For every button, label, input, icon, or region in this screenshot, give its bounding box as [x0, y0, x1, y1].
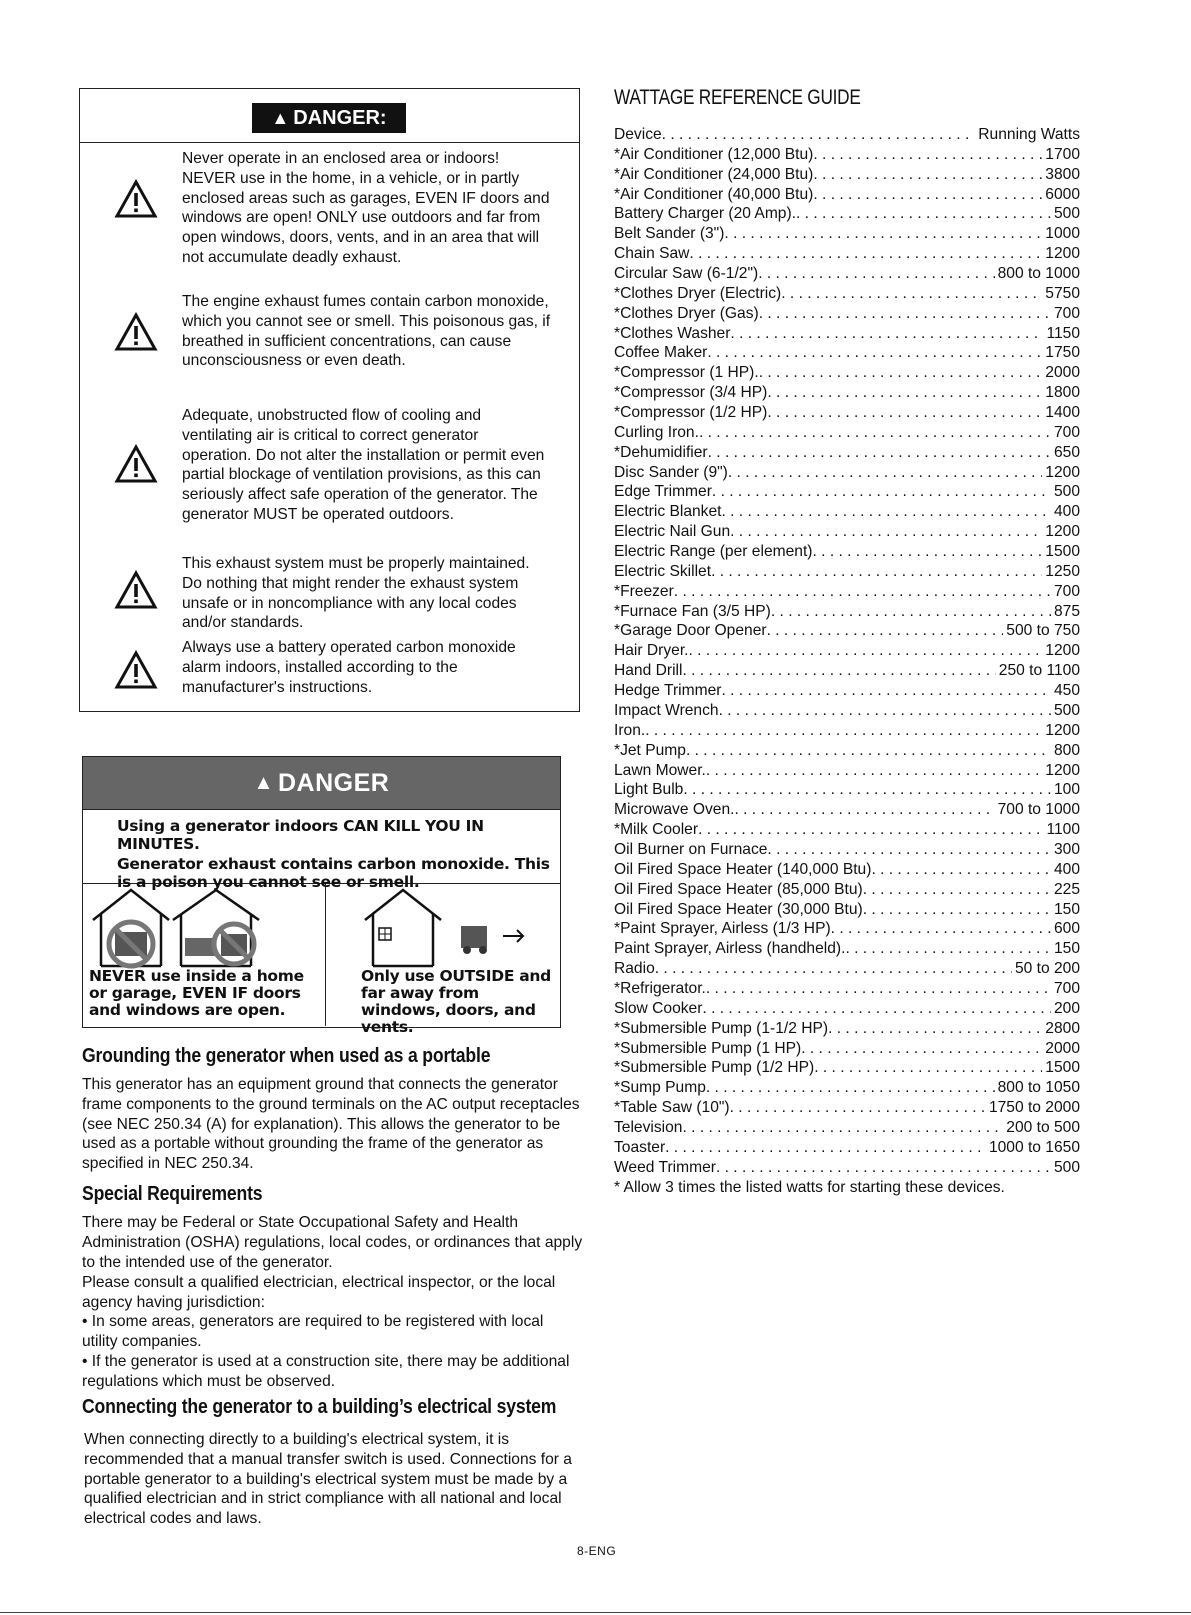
device-watts: 3800 [1045, 165, 1080, 183]
device-watts: 1700 [1045, 145, 1080, 163]
wattage-footnote: * Allow 3 times the listed watts for starting these devices. [614, 1178, 1005, 1196]
wattage-row [614, 185, 1080, 205]
wattage-row [614, 244, 1080, 264]
device-name: Curling Iron. [614, 423, 699, 441]
leader-dots [767, 621, 1004, 641]
wattage-row [614, 443, 1080, 463]
special-paragraph-2: Please consult a qualified electrician, electrical inspector, or the local agency having jurisdiction: [82, 1274, 556, 1311]
device-name: Chain Saw [614, 245, 690, 263]
wattage-row [614, 343, 1080, 363]
leader-dots [845, 939, 1051, 959]
device-watts: 500 [1053, 1158, 1080, 1176]
leader-dots [706, 979, 1051, 999]
house-prohibited-icon [89, 886, 173, 970]
device-watts: 1800 [1045, 384, 1080, 402]
wattage-row [614, 204, 1080, 224]
device-watts: 1100 [1046, 821, 1080, 839]
wattage-row [614, 403, 1080, 423]
wattage-row [614, 919, 1080, 939]
device-name: *Clothes Dryer (Gas) [614, 304, 759, 322]
device-watts: 700 [1053, 582, 1080, 600]
never-use-inside-label: NEVER use inside a home or garage, EVEN IF doors and windows are open. [89, 967, 304, 1019]
device-name: Hedge Trimmer [614, 682, 722, 700]
device-watts: 500 to 750 [1006, 622, 1080, 640]
device-watts: 200 [1053, 999, 1080, 1017]
device-watts: 100 [1053, 781, 1080, 799]
wattage-row [614, 959, 1080, 979]
device-name: Coffee Maker [614, 344, 708, 362]
wattage-row [614, 383, 1080, 403]
device-watts: 600 [1053, 920, 1080, 938]
wattage-row [614, 641, 1080, 661]
device-watts: 1500 [1045, 1059, 1080, 1077]
connecting-text: When connecting directly to a building's electrical system, it is recommended that a manual transfer switch is used. Connections for a portable generator to a building's electrical system must be made by a qualified electrician and in strict compliance with all national and local electrical codes and laws. [84, 1431, 572, 1528]
wattage-row [614, 621, 1080, 641]
leader-dots [767, 403, 1042, 423]
device-name: *Furnace Fan (3/5 HP) [614, 602, 771, 620]
device-watts: 450 [1053, 682, 1080, 700]
device-watts: 700 to 1000 [997, 801, 1080, 819]
device-name: Lawn Mower. [614, 761, 706, 779]
leader-dots [813, 145, 1042, 165]
leader-dots [759, 363, 1043, 383]
leader-dots [674, 582, 1051, 602]
wattage-row [614, 224, 1080, 244]
device-watts: 150 [1053, 940, 1080, 958]
leader-dots [813, 165, 1042, 185]
warning-text: Always use a battery operated carbon monoxide alarm indoors, installed according to the manufacturer's instructions. [182, 639, 516, 696]
wattage-row [614, 1138, 1080, 1158]
wattage-row [614, 820, 1080, 840]
special-paragraph-1: There may be Federal or State Occupational Safety and Health Administration (OSHA) regulations, local codes, or ordinances that apply to the intended use of the generator. [82, 1214, 583, 1271]
leader-dots [863, 880, 1051, 900]
device-name: *Milk Cooler [614, 821, 699, 839]
device-watts: 1200 [1045, 721, 1080, 739]
leader-dots [712, 482, 1051, 502]
device-watts: 1250 [1045, 562, 1080, 580]
leader-dots [682, 661, 995, 681]
device-name: Disc Sander (9") [614, 463, 728, 481]
wattage-row [614, 860, 1080, 880]
device-watts: 1000 [1045, 225, 1080, 243]
wattage-row [614, 502, 1080, 522]
wattage-row [614, 165, 1080, 185]
device-watts: 1150 [1046, 324, 1080, 342]
device-name: *Paint Sprayer, Airless (1/3 HP) [614, 920, 831, 938]
device-name: *Air Conditioner (40,000 Btu) [614, 185, 814, 203]
grounding-text: This generator has an equipment ground that connects the generator frame components to the ground terminals on the AC output receptacles (see NEC 250.34 (A) for explanation). This allows the generator to be used as a portable without grounding the frame of the generator as specified in NEC 250.34. [82, 1076, 580, 1173]
leader-dots [728, 463, 1042, 483]
device-name: *Dehumidifier [614, 443, 708, 461]
device-name: *Submersible Pump (1/2 HP) [614, 1059, 815, 1077]
device-column-header: Device [614, 126, 662, 143]
device-watts: 700 [1053, 979, 1080, 997]
leader-dots [767, 383, 1042, 403]
wattage-row [614, 741, 1080, 761]
device-name: *Garage Door Opener [614, 622, 767, 640]
wattage-row [614, 423, 1080, 443]
wattage-row [614, 800, 1080, 820]
danger-box-1 [79, 88, 580, 712]
leader-dots [801, 1039, 1042, 1059]
wattage-row [614, 661, 1080, 681]
wattage-row [614, 780, 1080, 800]
wattage-rows [614, 145, 1080, 1178]
page-number: 8-ENG [577, 1544, 617, 1558]
wattage-guide-list [614, 125, 1080, 1197]
device-name: *Compressor (1 HP). [614, 364, 759, 382]
leader-dots [686, 741, 1051, 761]
device-watts: 1750 to 2000 [988, 1099, 1080, 1117]
wattage-row [614, 324, 1080, 344]
leader-dots [828, 1019, 1042, 1039]
device-name: Weed Trimmer [614, 1158, 716, 1176]
device-watts: 1500 [1045, 543, 1080, 561]
garage-prohibited-icon [169, 886, 263, 970]
danger-header-label: DANGER [277, 768, 390, 797]
device-name: *Jet Pump [614, 741, 686, 759]
device-name: Microwave Oven. [614, 801, 735, 819]
wattage-row [614, 880, 1080, 900]
warning-text: Adequate, unobstructed flow of cooling and ventilating air is critical to correct generator operation. Do not alter the installation or permit even partial blockage of ventilation provisions, as this can seriously affect safe operation of the generator. The generator MUST be operated outdoors. [182, 407, 545, 523]
warning-text: The engine exhaust fumes contain carbon monoxide, which you cannot see or smell. This poisonous gas, if breathed in sufficient concentrations, can cause unconsciousness or even death. [182, 293, 551, 370]
leader-dots [759, 304, 1051, 324]
device-name: *Submersible Pump (1 HP) [614, 1039, 802, 1057]
device-name: Electric Blanket [614, 503, 722, 521]
leader-dots [767, 840, 1051, 860]
device-watts: 2000 [1045, 364, 1080, 382]
device-name: *Clothes Dryer (Electric) [614, 284, 782, 302]
warning-triangle-icon [114, 179, 158, 219]
device-name: Oil Fired Space Heater (85,000 Btu) [614, 880, 863, 898]
wattage-row [614, 264, 1080, 284]
wattage-row [614, 304, 1080, 324]
leader-dots [730, 1098, 986, 1118]
leader-dots [711, 562, 1042, 582]
device-name: Edge Trimmer [614, 483, 712, 501]
leader-dots [698, 820, 1043, 840]
device-name: Impact Wrench [614, 701, 719, 719]
leader-dots [730, 522, 1042, 542]
device-name: *Table Saw (10") [614, 1099, 730, 1117]
danger-badge [252, 103, 406, 133]
wattage-row [614, 1118, 1080, 1138]
device-watts: 500 [1053, 701, 1080, 719]
leader-dots [682, 1118, 1003, 1138]
device-watts: 400 [1053, 503, 1080, 521]
wattage-row [614, 363, 1080, 383]
wattage-row [614, 284, 1080, 304]
leader-dots [665, 1138, 986, 1158]
leader-dots [662, 125, 976, 145]
leader-dots [724, 224, 1042, 244]
wattage-row [614, 1058, 1080, 1078]
leader-dots [719, 701, 1051, 721]
house-outside-icon [361, 886, 449, 970]
danger-pictograms [83, 884, 560, 1036]
device-watts: 150 [1053, 900, 1080, 918]
device-watts: 800 to 1000 [997, 265, 1080, 283]
device-name: Paint Sprayer, Airless (handheld). [614, 940, 846, 958]
device-name: Electric Skillet [614, 562, 712, 580]
device-name: Light Bulb [614, 781, 684, 799]
wattage-row [614, 721, 1080, 741]
device-name: Electric Nail Gun [614, 523, 731, 541]
danger-message [83, 810, 560, 891]
device-name: *Refrigerator. [614, 979, 706, 997]
special-bullet-1: • In some areas, generators are required to be registered with local utility companies. [82, 1313, 544, 1350]
special-requirements-heading: Special Requirements [82, 1183, 263, 1205]
device-watts: 1400 [1045, 404, 1080, 422]
leader-dots [812, 542, 1042, 562]
wattage-row [614, 701, 1080, 721]
wattage-row [614, 1039, 1080, 1059]
leader-dots [781, 284, 1042, 304]
device-watts: 800 [1053, 741, 1080, 759]
leader-dots [871, 860, 1051, 880]
warning-triangle-icon [114, 570, 158, 610]
leader-dots [689, 641, 1043, 661]
device-name: Circular Saw (6-1/2") [614, 265, 759, 283]
wattage-row [614, 939, 1080, 959]
device-name: Hand Drill [614, 662, 683, 680]
device-watts: 250 to 1100 [998, 662, 1080, 680]
divider [325, 884, 326, 1026]
device-name: *Sump Pump [614, 1079, 706, 1097]
leader-dots [813, 185, 1042, 205]
leader-dots [796, 204, 1051, 224]
device-watts: 50 to 200 [1014, 960, 1080, 978]
wattage-row [614, 1078, 1080, 1098]
device-watts: 6000 [1045, 185, 1080, 203]
device-name: Oil Burner on Furnace [614, 840, 768, 858]
wattage-row [614, 999, 1080, 1019]
device-name: Belt Sander (3") [614, 225, 725, 243]
warning-triangle-icon: ▲ [253, 771, 274, 794]
device-name: Toaster [614, 1138, 666, 1156]
device-watts: 500 [1053, 205, 1080, 223]
connecting-heading: Connecting the generator to a building’s electrical system [82, 1396, 557, 1418]
leader-dots [683, 780, 1051, 800]
leader-dots [708, 443, 1051, 463]
device-watts: 225 [1053, 880, 1080, 898]
device-watts: 1200 [1045, 245, 1080, 263]
leader-dots [771, 602, 1051, 622]
leader-dots [689, 244, 1042, 264]
device-watts: 400 [1053, 860, 1080, 878]
device-watts: 650 [1053, 443, 1080, 461]
warning-text: This exhaust system must be properly maintained. Do nothing that might render the exhaust system unsafe or in noncompliance with any local codes and/or standards. [182, 555, 530, 632]
warning-text: Never operate in an enclosed area or indoors! NEVER use in the home, in a vehicle, or in partly enclosed areas such as garages, EVEN IF doors and windows are open! ONLY use outdoors and far from open windows, doors, vents, and in an area that will not accumulate deadly exhaust. [182, 150, 550, 266]
device-watts: 1200 [1045, 463, 1080, 481]
device-watts: 700 [1053, 304, 1080, 322]
device-name: *Freezer [614, 582, 674, 600]
leader-dots [706, 761, 1042, 781]
danger-header [83, 757, 560, 810]
device-name: Radio [614, 960, 655, 978]
special-bullet-2: • If the generator is used at a construction site, there may be additional regulations which must be observed. [82, 1353, 570, 1390]
device-watts: 5750 [1045, 284, 1080, 302]
device-name: *Compressor (1/2 HP) [614, 404, 768, 422]
device-watts: 2800 [1045, 1019, 1080, 1037]
generator-arrow-icon [459, 920, 531, 956]
page-bottom-rule [0, 1612, 1191, 1613]
wattage-guide-title: WATTAGE REFERENCE GUIDE [614, 86, 861, 109]
device-watts: 300 [1053, 840, 1080, 858]
wattage-row [614, 562, 1080, 582]
device-watts: 1200 [1045, 642, 1080, 660]
device-name: *Air Conditioner (24,000 Btu) [614, 165, 814, 183]
leader-dots [721, 502, 1051, 522]
device-watts: 500 [1053, 483, 1080, 501]
device-name: Iron. [614, 721, 646, 739]
leader-dots [702, 999, 1051, 1019]
leader-dots [814, 1058, 1042, 1078]
leader-dots [645, 721, 1042, 741]
only-use-outside-label: Only use OUTSIDE and far away from windows, doors, and vents. [361, 967, 551, 1036]
warning-triangle-icon: ▲ [271, 107, 290, 128]
wattage-row [614, 1158, 1080, 1178]
device-watts: 700 [1053, 423, 1080, 441]
wattage-row [614, 840, 1080, 860]
leader-dots [655, 959, 1012, 979]
leader-dots [716, 1158, 1051, 1178]
danger-line-2: Generator exhaust contains carbon monoxide. This is a poison you cannot see or smell. [117, 855, 550, 891]
danger-badge-label: DANGER: [293, 106, 387, 129]
wattage-row [614, 900, 1080, 920]
device-name: Oil Fired Space Heater (140,000 Btu) [614, 860, 872, 878]
device-watts: 1200 [1045, 523, 1080, 541]
device-name: Television [614, 1118, 683, 1136]
leader-dots [831, 919, 1051, 939]
device-name: Electric Range (per element) [614, 543, 813, 561]
device-name: Hair Dryer. [614, 642, 689, 660]
wattage-row [614, 582, 1080, 602]
wattage-row [614, 602, 1080, 622]
device-watts: 1200 [1045, 761, 1080, 779]
device-name: Oil Fired Space Heater (30,000 Btu) [614, 900, 863, 918]
warning-triangle-icon [114, 444, 158, 484]
warning-triangle-icon [114, 650, 158, 690]
device-name: Slow Cooker [614, 999, 703, 1017]
danger-box-2 [82, 756, 561, 1036]
grounding-heading: Grounding the generator when used as a portable [82, 1045, 491, 1067]
leader-dots [721, 681, 1051, 701]
device-watts: 875 [1053, 602, 1080, 620]
wattage-row [614, 979, 1080, 999]
danger-line-1: Using a generator indoors CAN KILL YOU IN MINUTES. [117, 817, 484, 853]
device-watts: 200 to 500 [1006, 1118, 1080, 1136]
leader-dots [730, 324, 1043, 344]
wattage-row [614, 681, 1080, 701]
leader-dots [758, 264, 994, 284]
leader-dots [734, 800, 994, 820]
leader-dots [707, 343, 1042, 363]
device-name: *Clothes Washer [614, 324, 731, 342]
wattage-row [614, 542, 1080, 562]
wattage-header-row [614, 125, 1080, 145]
watts-column-header: Running Watts [978, 126, 1080, 143]
wattage-row [614, 522, 1080, 542]
device-watts: 2000 [1045, 1039, 1080, 1057]
leader-dots [863, 900, 1051, 920]
wattage-row [614, 482, 1080, 502]
wattage-row [614, 761, 1080, 781]
device-watts: 1750 [1045, 344, 1080, 362]
wattage-row [614, 1019, 1080, 1039]
leader-dots [706, 1078, 995, 1098]
device-name: *Compressor (3/4 HP) [614, 384, 768, 402]
device-watts: 800 to 1050 [997, 1079, 1080, 1097]
device-name: *Submersible Pump (1-1/2 HP) [614, 1019, 829, 1037]
wattage-row [614, 145, 1080, 165]
wattage-row [614, 1098, 1080, 1118]
wattage-row [614, 463, 1080, 483]
warning-triangle-icon [114, 312, 158, 352]
leader-dots [699, 423, 1051, 443]
device-name: *Air Conditioner (12,000 Btu) [614, 145, 814, 163]
device-name: Battery Charger (20 Amp). [614, 205, 797, 223]
device-watts: 1000 to 1650 [988, 1138, 1080, 1156]
